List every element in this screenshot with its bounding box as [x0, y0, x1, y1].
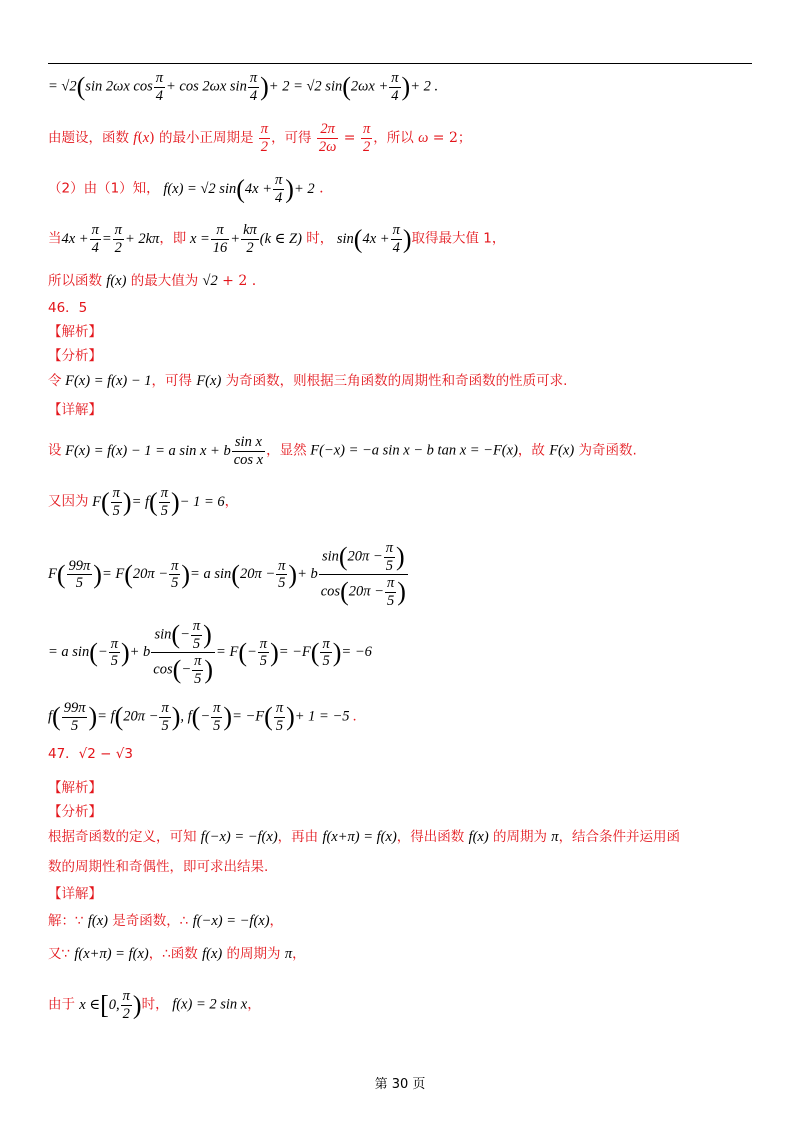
section-xiangjie-1: 【详解】 — [48, 402, 102, 418]
formula-line-1: = √2(sin 2ωx cos $\frac{\pi}{4}$ + cos 2ωx sin $\frac{\pi}{4}$ )+ 2 = √2 sin(2ωx + $\frac{\pi}{4}$ )+ 2 . — [48, 70, 439, 104]
section-fenxi-1: 【分析】 — [48, 348, 102, 364]
text-line-3: （2）由（1）知， f(x) = √2 sin(4x + $\frac{\pi}{4}$ )+ 2 . — [48, 172, 324, 206]
section-xiangjie-2: 【详解】 — [48, 886, 102, 902]
formula-line-11: f( $\frac{99\pi}{5}$ )= f(20π − $\frac{\pi}{5}$ ), f(− $\frac{\pi}{5}$ )= −F( $\frac{\pi}{5}$ )+ 1 = −5 . — [48, 700, 357, 734]
text-line-7: 设 F(x) = f(x) − 1 = a sin x + b $\frac{\text{sin x}}{\text{cos x}}$ ，显然 F(−x) = −a sin x − b tan x = −F(x)，故 F(x) 为奇函数. — [48, 434, 637, 468]
section-fenxi-2: 【分析】 — [48, 804, 102, 820]
page-footer: 第 30 页 — [374, 1077, 426, 1092]
formula-line-10: = a sin(− $\frac{\pi}{5}$ )+ b sin(− $\frac{\pi}{5}$ ) cos(− $\frac{\pi}{5}$ ) = F(− $\frac{\pi}{5}$ )= −F( $\frac{\pi}{5}$ )= −6 — [48, 618, 372, 688]
section-jiexi-1: 【解析】 — [48, 324, 102, 340]
section-jiexi-2: 【解析】 — [48, 780, 102, 796]
text-line-15: 又∵ f(x+π) = f(x)，∴函数 f(x) 的周期为 π， — [48, 946, 306, 962]
text-line-8: 又因为 F( $\frac{\pi}{5}$ )= f( $\frac{\pi}{5}$ )− 1 = 6， — [48, 485, 239, 519]
formula-line-9: F( $\frac{99\pi}{5}$ )= F(20π − $\frac{\pi}{5}$ )= a sin(20π − $\frac{\pi}{5}$ )+ b sin(20π − $\frac{\pi}{5}$ ) cos(20π − $\frac{\pi}{5}$ ) — [48, 540, 406, 610]
text-line-13: 数的周期性和奇偶性，即可求出结果. — [48, 859, 269, 875]
answer-47: 47．√2 − √3 — [48, 746, 133, 762]
header-rule — [48, 63, 752, 64]
text-line-2: 由题设，函数 f(x) 的最小正周期是 $\frac{\pi}{2}$ ，可得 $\frac{2\pi}{2\omega}$ = $\frac{\pi}{2}$ ，所以 ω = 2； — [48, 121, 472, 155]
text-line-12: 根据奇函数的定义，可知 f(−x) = −f(x)，再由 f(x+π) = f(x)，得出函数 f(x) 的周期为 π，结合条件并运用函 — [48, 829, 681, 845]
answer-46: 46．5 — [48, 300, 88, 316]
text-line-4: 当4x + $\frac{\pi}{4}$ = $\frac{\pi}{2}$ + 2kπ，即 x = $\frac{\pi}{16}$ + $\frac{k\pi}{2}$ (k ∈ Z) 时， sin(4x + $\frac{\pi}{4}$ )取得最大值 1， — [48, 222, 506, 256]
text-line-5: 所以函数 f(x) 的最大值为 √2 + 2 . — [48, 273, 257, 289]
text-line-6: 令 F(x) = f(x) − 1，可得 F(x) 为奇函数，则根据三角函数的周期性和奇函数的性质可求. — [48, 373, 568, 389]
text-line-14: 解：∵ f(x) 是奇函数，∴ f(−x) = −f(x)， — [48, 913, 284, 929]
text-line-16: 由于 x ∈[0, $\frac{\pi}{2}$ )时， f(x) = 2 sin x， — [48, 988, 261, 1022]
